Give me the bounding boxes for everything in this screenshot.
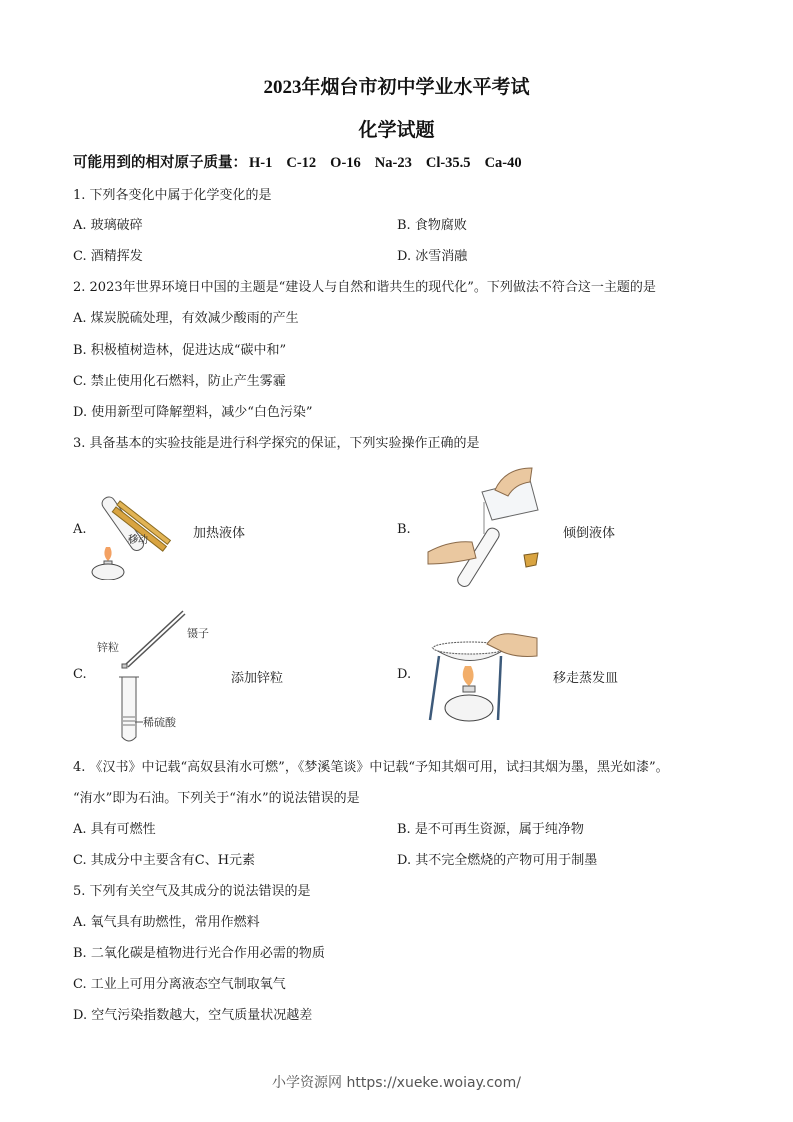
atomic-mass-ca: Ca-40 <box>484 155 522 171</box>
q4-stem-line2: “洧水”即为石油。下列关于“洧水”的说法错误的是 <box>73 791 360 806</box>
q5-option-c: C. 工业上可用分离液态空气制取氧气 <box>73 977 286 992</box>
q3-option-d-caption: 移走蒸发皿 <box>553 671 619 686</box>
atomic-mass-cl: Cl-35.5 <box>425 155 471 171</box>
q1-option-b: B. 食物腐败 <box>397 218 467 233</box>
dilute-sulfuric-acid-label: 稀硫酸 <box>143 716 176 729</box>
q5-option-d: D. 空气污染指数越大，空气质量状况越差 <box>73 1008 313 1023</box>
adding-zinc-figure <box>95 605 225 745</box>
q2-stem: 2. 2023年世界环境日中国的主题是“建设人与自然和谐共生的现代化”。下列做法不符合这一主题的是 <box>73 280 656 295</box>
q3-option-d-letter: D. <box>397 667 412 682</box>
removing-evaporating-dish-figure <box>425 628 545 728</box>
q4-stem-line1: 4. 《汉书》中记载“高奴县洧水可燃”，《梦溪笔谈》中记载“予知其烟可用，试扫其烟为墨，黑光如漆”。 <box>73 760 669 775</box>
q1-option-c: C. 酒精挥发 <box>73 249 143 264</box>
heating-liquid-figure <box>88 485 178 580</box>
q3-option-c-caption: 添加锌粒 <box>231 671 284 686</box>
q3-option-a-caption: 加热液体 <box>193 526 246 541</box>
q1-option-a: A. 玻璃破碎 <box>73 218 143 233</box>
q3-stem: 3. 具备基本的实验技能是进行科学探究的保证，下列实验操作正确的是 <box>73 436 480 451</box>
atomic-mass-c: C-12 <box>286 155 317 171</box>
q5-option-b: B. 二氧化碳是植物进行光合作用必需的物质 <box>73 946 325 961</box>
footer-watermark: 小学资源网 https://xueke.woiay.com/ <box>272 1075 521 1091</box>
q4-option-c: C. 其成分中主要含有C、H元素 <box>73 853 256 868</box>
exam-title: 2023年烟台市初中学业水平考试 <box>263 77 530 98</box>
zinc-label: 锌粒 <box>97 641 119 654</box>
q2-option-c: C. 禁止使用化石燃料，防止产生雾霾 <box>73 374 286 389</box>
q1-option-d: D. 冰雪消融 <box>397 249 468 264</box>
q3-option-c-letter: C. <box>73 667 87 682</box>
atomic-mass-na: Na-23 <box>374 155 412 171</box>
q3-option-a-letter: A. <box>73 522 87 537</box>
exam-subtitle: 化学试题 <box>358 120 435 141</box>
q3-option-b-letter: B. <box>397 522 411 537</box>
q5-stem: 5. 下列有关空气及其成分的说法错误的是 <box>73 884 311 899</box>
atomic-mass-label: 可能用到的相对原子质量： <box>73 155 247 171</box>
atomic-mass-line <box>73 151 536 172</box>
q2-option-d: D. 使用新型可降解塑料，减少“白色污染” <box>73 405 313 420</box>
move-label: 移动 <box>128 535 148 546</box>
q2-option-b: B. 积极植树造林，促进达成“碳中和” <box>73 343 287 358</box>
atomic-mass-o: O-16 <box>330 155 361 171</box>
pouring-liquid-figure <box>420 462 550 597</box>
q5-option-a: A. 氧气具有助燃性，常用作燃料 <box>73 915 260 930</box>
tweezers-label: 镊子 <box>187 627 209 640</box>
q2-option-a: A. 煤炭脱硫处理，有效减少酸雨的产生 <box>73 311 299 326</box>
q4-option-d: D. 其不完全燃烧的产物可用于制墨 <box>397 853 598 868</box>
q4-option-a: A. 具有可燃性 <box>73 822 156 837</box>
q1-stem: 1. 下列各变化中属于化学变化的是 <box>73 188 272 203</box>
atomic-mass-h: H-1 <box>249 155 273 171</box>
q3-option-b-caption: 倾倒液体 <box>563 526 616 541</box>
q4-option-b: B. 是不可再生资源，属于纯净物 <box>397 822 584 837</box>
